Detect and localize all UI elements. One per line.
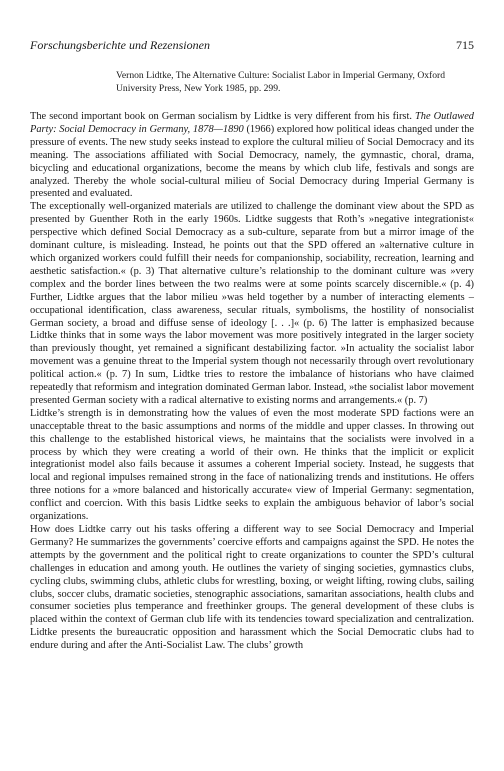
paragraph-1-book-title: The Outlawed Party: Social Democracy in Germany, 1878—1890 bbox=[30, 111, 474, 135]
paragraph-1-rest: (1966) explored how political ideas changed under the pressure of events. The new study seeks instead to explore the cultural milieu of Social Democracy and its meaning. The associations affiliated with Social Democracy, namely, the gymnastic, choral, drama, bicycling and educational organizations, become the means by which club life, festivals and songs are analyzed. Thereby the whole social-cultural milieu of Social Democracy during Imperial Germany is presented and evaluated. bbox=[30, 123, 474, 200]
paragraph-1-intro: The second important book on German socialism by Lidtke is very different from his first. bbox=[30, 111, 415, 122]
page-number: 715 bbox=[456, 38, 474, 52]
book-citation: Vernon Lidtke, The Alternative Culture: Socialist Labor in Imperial Germany, Oxford University Press, New York 1985, pp. 299. bbox=[116, 70, 446, 94]
running-head: Forschungsberichte und Rezensionen bbox=[30, 38, 210, 52]
paragraph-3: Lidtke’s strength is in demonstrating how the values of even the most moderate SPD factions were an unacceptable threat to the basic assumptions and norms of the middle and upper classes. In throwing out this challenge to the established historical views, he maintains that the socialists were involved in a process by which they were creating a world of their own. He thinks that the implicit or explicit integrationist model also fails because it assumes a coherent Imperial society. Instead, he suggests that local and regional impulses remained strong in the face of nationalizing trends and institutions. He offers three notions for a »more balanced and historically accurate« view of Imperial Germany: segmentation, conflict and coercion. With this basis Lidtke seeks to explain the ambiguous behavior of labor’s social organizations. bbox=[30, 407, 474, 523]
review-body bbox=[30, 111, 474, 653]
paragraph-1 bbox=[30, 111, 474, 201]
paragraph-4: How does Lidtke carry out his tasks offering a different way to see Social Democracy and Imperial Germany? He summarizes the governments’ coercive efforts and campaigns against the SPD. He notes the attempts by the government and the political right to create organizations to counter the SPD’s cultural challenges in education and among youth. He outlines the variety of singing societies, gymnastics clubs, cycling clubs, swimming clubs, athletic clubs for wrestling, boxing, or weight lifting, rowing clubs, sailing clubs, soccer clubs, dramatic societies, stenographic associations, samaritan associations, health clubs and consumer societies plus temperance and freethinker groups. The general development of these clubs is placed within the context of German club life with its tendencies toward specialization and centralization. Lidtke presents the bureaucratic opposition and harassment which the Social Democratic clubs had to endure during and after the Anti-Socialist Law. The clubs’ growth bbox=[30, 524, 474, 652]
paragraph-2: The exceptionally well-organized materials are utilized to challenge the dominant view about the SPD as presented by Guenther Roth in the early 1960s. Lidtke suggests that Roth’s »negative integrationist« perspective which defined Social Democracy as a sub-culture, separate from but a mirror image of the dominant culture, is misleading. Instead, he points out that the SPD offered an »alternative culture in which organized workers could fulfill their needs for companionship, sociability, recreation, learning and aesthetic satisfaction.« (p. 3) That alternative culture’s relationship to the dominant culture was »very complex and the border lines between the two realms were at some points scarcely discernible.« (p. 4) Further, Lidtke argues that the labor milieu »was held together by a number of interacting elements – occupational identification, class awareness, secular rituals, symbolisms, the hostility of nonsocialist German society, a broad and diffuse sense of ideology [. . .]« (p. 6) The latter is emphasized because Lidtke thinks that in some ways the labor movement was more positively integrated in the larger society than previously thought, yet remained a significant destabilizing factor. »In actuality the socialist labor movement was a genuine threat to the Imperial system though not necessarily through overt revolutionary political action.« (p. 7) In sum, Lidtke tries to restore the imbalance of historians who have claimed repeatedly that reformism and integration dominated German labor. Instead, »the socialist labor movement presented German society with a radical alternative to existing norms and arrangements.« (p. 7) bbox=[30, 201, 474, 406]
page-header bbox=[30, 38, 474, 53]
